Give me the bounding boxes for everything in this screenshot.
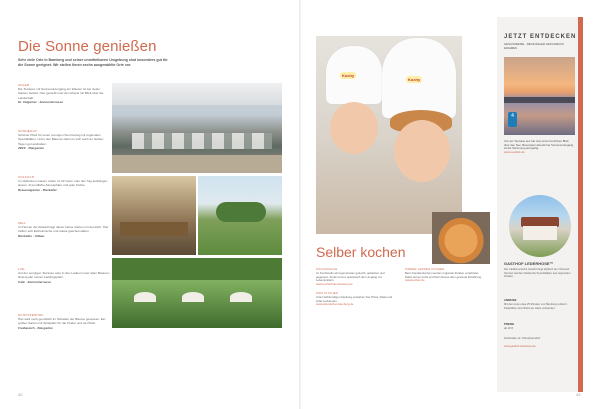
sidebar-text xyxy=(504,140,574,154)
entry-text: Unter fachkundiger Anleitung entstehen hier Pizza, Pasta und süße Leckereien. xyxy=(316,294,393,303)
entry-link[interactable]: www.kids-kitchen-bamberg.de xyxy=(316,302,354,307)
entry-place: Freibereich · Biergarten xyxy=(18,325,53,330)
girl-face xyxy=(330,102,378,154)
beer-garden-photo xyxy=(112,258,282,328)
entry-name: SONNEGUT xyxy=(18,129,38,133)
shoreline xyxy=(504,97,575,103)
bench xyxy=(120,222,188,236)
hat-logo: Kochy xyxy=(342,73,355,78)
pizza-photo xyxy=(432,212,490,264)
tables xyxy=(132,133,272,149)
text-column xyxy=(316,268,396,307)
sidebar-title: JETZT ENTDECKEN xyxy=(504,34,577,40)
entry-name: KOCHSCHULE xyxy=(316,267,338,271)
page-number-right: 43 xyxy=(576,392,581,397)
entry-name: KIDS KITCHEN xyxy=(316,290,338,295)
contact-text: Dorfstraße 12, Oberpfraundorf xyxy=(504,337,541,340)
inn-text: Der traditionsreiche Gasthof liegt idyllisch am Ortsrand. Serviert werden fränkische Spezialitäten aus regionalen Zutaten. xyxy=(504,268,571,278)
entry-name: ADLER xyxy=(18,83,30,87)
entry-text: Beim Familienkochen werden regionale Zutaten verarbeitet. Dabei lernen Groß und Klein Neues über gesunde Ernährung. xyxy=(405,270,482,279)
entry-list xyxy=(18,83,110,359)
inn-link[interactable]: www.gasthof-lederhose.de xyxy=(504,345,536,348)
accent-strip xyxy=(578,17,583,392)
inn-photo xyxy=(509,195,571,257)
tree xyxy=(216,202,266,222)
page-number-left: 42 xyxy=(18,392,23,397)
floor xyxy=(112,155,282,173)
awning xyxy=(112,83,282,105)
entry-name: VOLKACH xyxy=(18,175,35,179)
garden-photo xyxy=(198,176,282,255)
umbrella xyxy=(230,292,252,302)
entry-text: Im idyllischen Garten mitten im Ort kann man den Tag ausklingen lassen. Freundliche Atmosphäre und gute Küche. xyxy=(18,179,108,188)
page-title: Die Sonne genießen xyxy=(18,38,157,55)
entry-name: LISL xyxy=(18,267,26,271)
hat-logo: Kochy xyxy=(408,77,421,82)
entry-text: Im Herzen der Altstadt liegt dieser kleine Garten mit Aussicht. Hier treffen sich Einheimische und Gäste gleichermaßen. xyxy=(18,225,109,234)
page-gutter xyxy=(299,0,301,409)
sidebar-text-body: Von der Terrasse aus hat man einen herrlichen Blick über den See. Besonders abends bei Sonnenuntergang ist die Stimmung einzigartig. xyxy=(504,139,574,151)
section-title: Selber kochen xyxy=(316,244,406,260)
preise-text: ab 29 € xyxy=(504,327,513,330)
text-column xyxy=(405,268,485,283)
preise-label: PREISE xyxy=(504,322,515,326)
wall xyxy=(523,226,557,240)
entry-name: ZELL xyxy=(18,221,27,225)
umbrella xyxy=(134,292,156,302)
entry-text: Schöner Platz für einen sonnigen Sommertag mit regionalen Spezialitäten. Unter den Bäumen lässt es sich auch an heißen Tagen gut aushalten. xyxy=(18,133,104,146)
umbrella xyxy=(182,292,204,302)
list-item xyxy=(18,83,110,129)
list-item xyxy=(18,313,110,359)
map-pin-icon: 4 xyxy=(508,112,517,127)
list-item xyxy=(18,175,110,221)
entry-link[interactable]: www.kochschule-bamberg.de xyxy=(316,282,353,287)
entry-text: Im Kochstudio wird gemeinsam gekocht, gebacken und gegessen. Kinder lernen spielerisch den Umgang mit Lebensmitteln. xyxy=(316,270,385,283)
entry-text: Hier wird noch gemütlich im Schatten der Bäume gesessen. Ein großer Garten mit Spielplatz für die Kinder und viel Platz. xyxy=(18,317,106,326)
tree-canopy xyxy=(112,258,282,280)
anreise-label: ANREISE xyxy=(504,298,517,302)
entry-place: Bierkeller · Altbau xyxy=(18,233,45,238)
list-item xyxy=(18,221,110,267)
inn-name: GASTHOF LEDERHOSE™ xyxy=(504,261,554,266)
terrace-photo xyxy=(112,83,282,173)
boy-face xyxy=(394,120,450,182)
sidebar-subtitle: GENUSSREISE · REGIONALER GESCHMACK ERLEBEN xyxy=(504,42,564,50)
entry-place: ZEFF · Biergarten xyxy=(18,145,44,150)
anreise-text: Mit dem Auto etwa 25 Minuten von Bamberg entfernt. Parkplätze sind direkt am Haus vorhanden. xyxy=(504,303,568,310)
list-item xyxy=(18,129,110,175)
kids-cooking-photo xyxy=(316,36,462,234)
entry-place: Café · Sonnenterrasse xyxy=(18,279,51,284)
wine-bar-photo xyxy=(112,176,196,255)
entry-place: Di. Volgamer · Sonnenterrasse xyxy=(18,99,63,104)
sidebar-link[interactable]: www.seeblick.de xyxy=(504,149,525,154)
list-item xyxy=(18,267,110,313)
intro-text: Sehr viele Orte in Bamberg und seiner unmittelbaren Umgebung sind besonders gut für die Sonne geeignet. Wir stellen Ihnen sechs ausgewählte Orte vor. xyxy=(18,58,168,67)
entry-text: Auf der sonnigen Terrasse oder in den Lauben unter alten Bäumen findet jeder seinen Lieblingsplatz. xyxy=(18,271,110,280)
entry-text: Die Terrasse mit Sonnenuntergang am Wasser ist bei vielen Gästen beliebt. Hier genießt man den Abend mit Blick über die Landschaft. xyxy=(18,87,104,100)
entry-link[interactable]: www.kochen.de xyxy=(405,278,425,283)
entry-name: KINDER LERNEN KOCHEN xyxy=(405,267,445,271)
entry-name: SCHÜTZENHOF xyxy=(18,313,44,317)
entry-place: Brauereigarten · Bierkeller xyxy=(18,187,57,192)
